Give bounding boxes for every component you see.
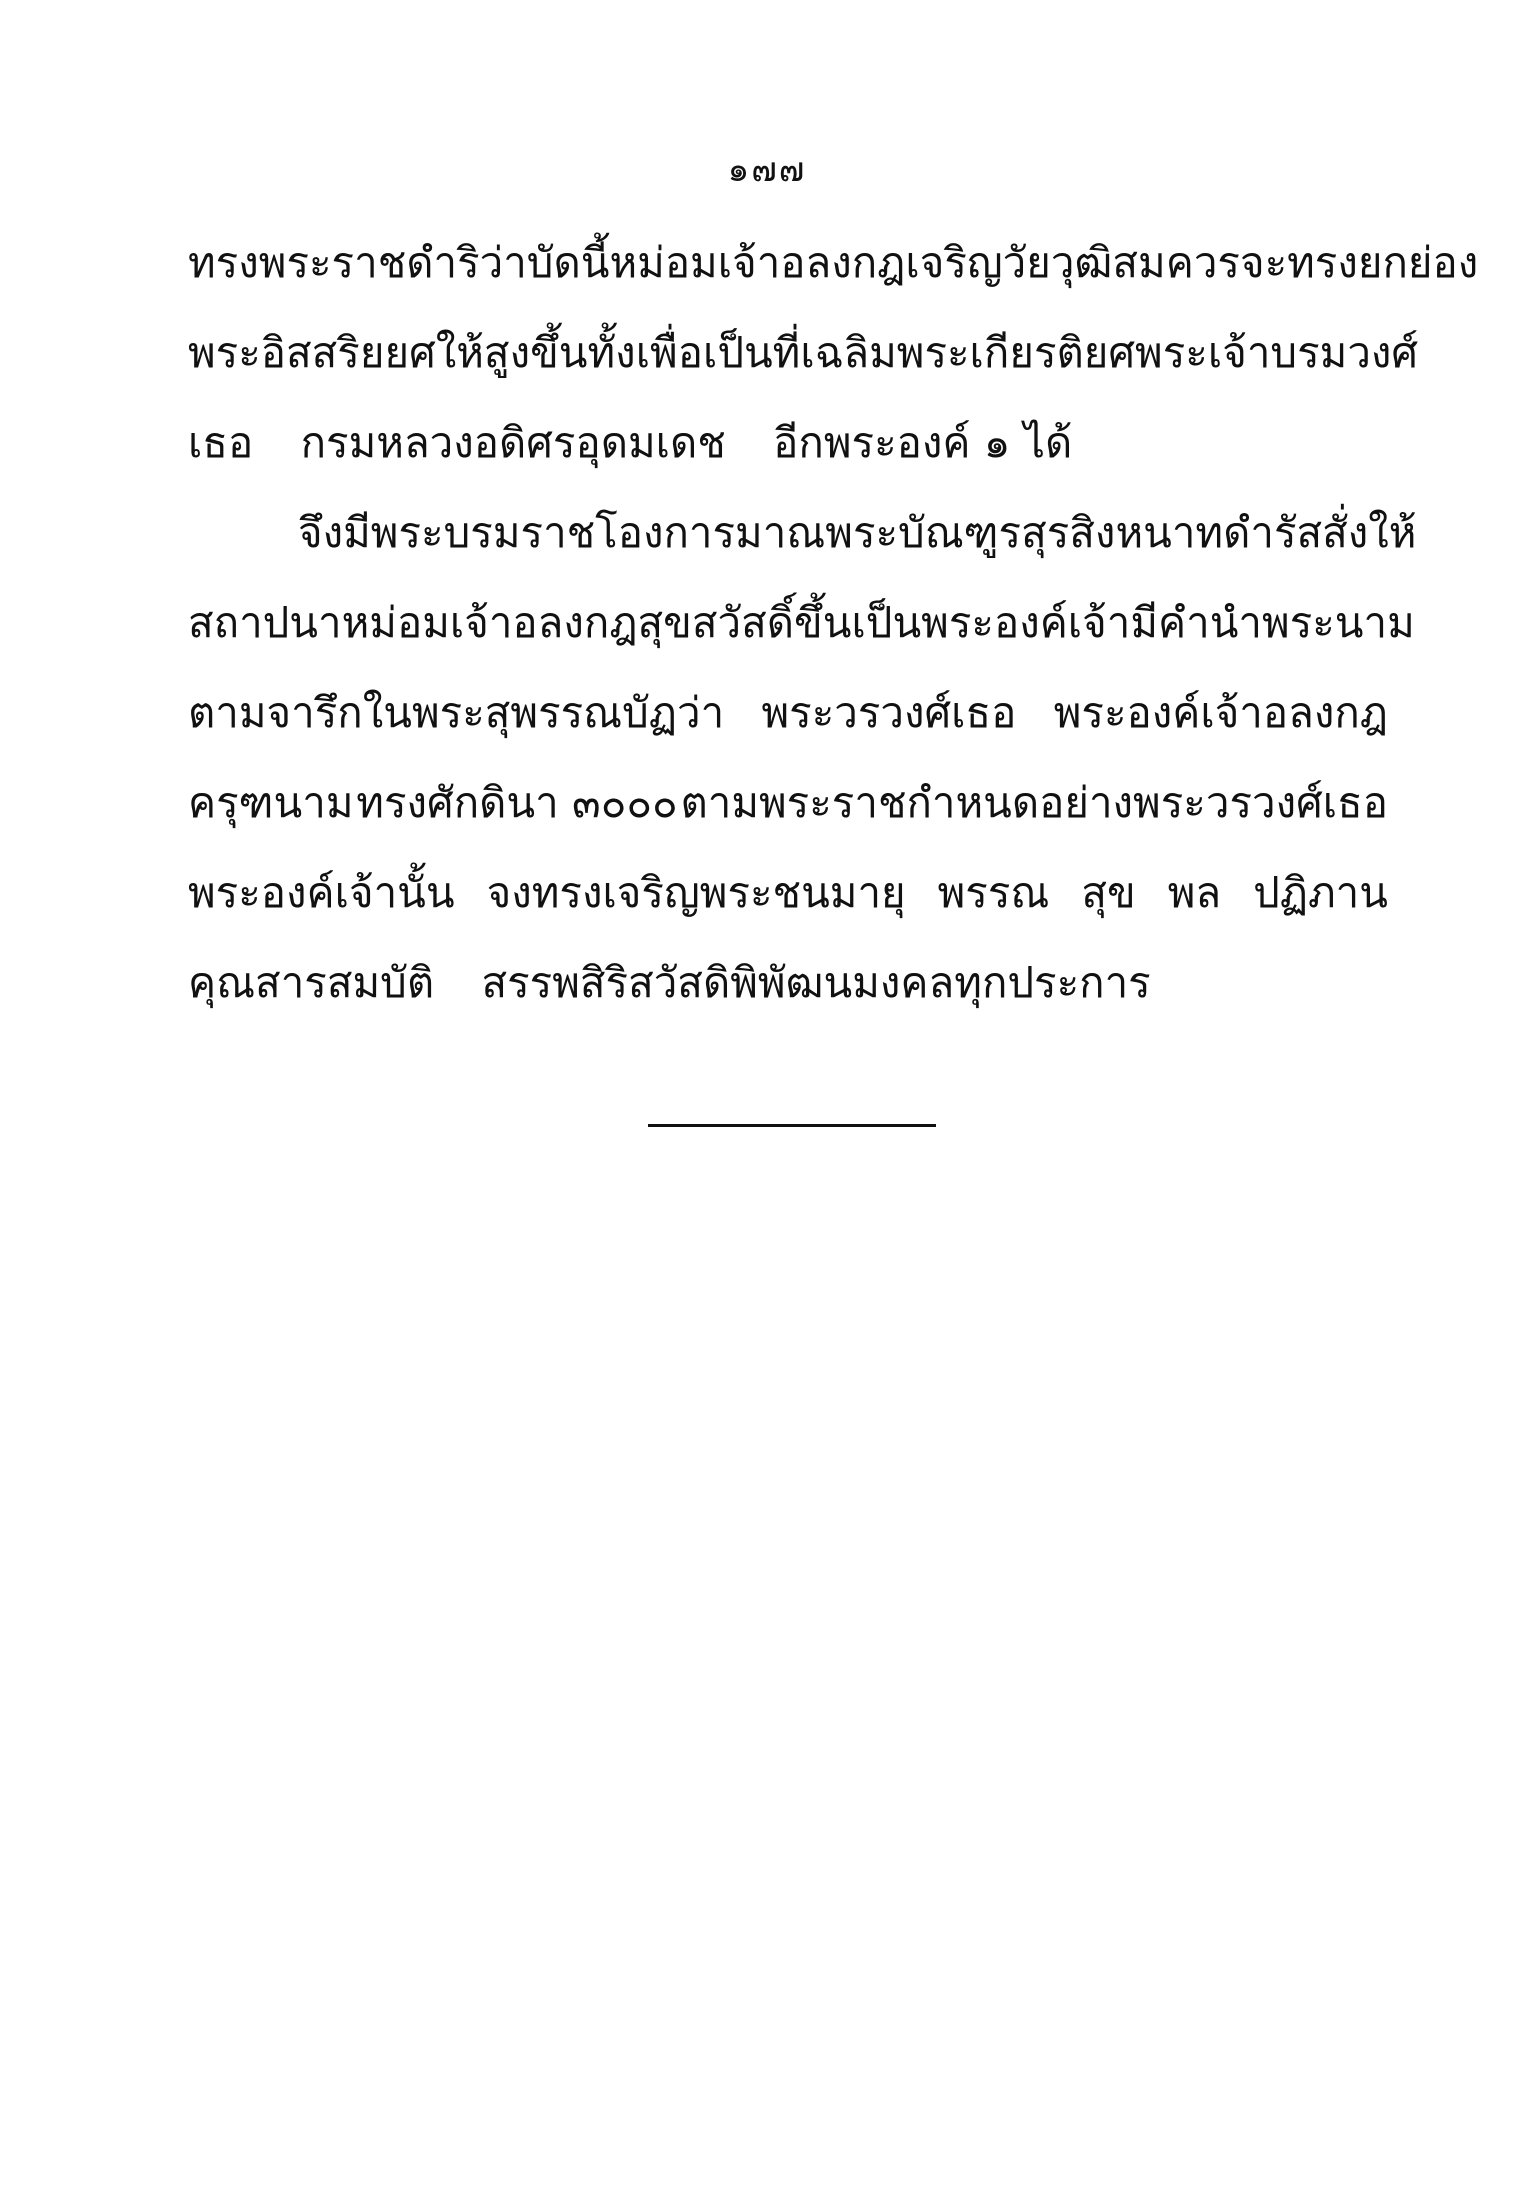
text-segment: บัดนี้หม่อมเจ้าอลงกฎเจริญวัยวุฒิสมควรจะทรงยกย่อง [526, 238, 1479, 287]
page-number: ๑๗๗ [727, 150, 807, 190]
text-segment: พระองค์เจ้าอลงกฎ [1053, 688, 1388, 737]
text-segment: คุณสารสมบัติ [188, 958, 435, 1007]
text-segment: ตามพระราชกำหนดอย่างพระวรวงศ์เธอ [680, 778, 1388, 827]
text-line-3 [188, 398, 1388, 488]
text-segment: จงทรงเจริญพระชนมายุ [486, 868, 906, 917]
text-line-9 [188, 938, 1388, 1028]
body-text [188, 218, 1479, 1028]
text-segment: สุขสวัสดิ์ [637, 598, 795, 647]
text-segment: ทรงศักดินา ๓๐๐๐ [356, 778, 678, 827]
text-line-1 [188, 218, 1479, 308]
text-segment: พระองค์เจ้านั้น [188, 868, 455, 917]
text-segment: ขึ้นเป็นพระองค์เจ้า [794, 598, 1131, 647]
text-line-2 [188, 308, 1419, 398]
text-segment: มีคำนำพระนาม [1130, 598, 1415, 647]
text-line-7 [188, 758, 1388, 848]
text-segment: พล [1167, 868, 1222, 917]
section-divider [648, 1124, 936, 1127]
text-line-8 [188, 848, 1388, 938]
text-segment: ทรงพระราชดำริว่า [188, 238, 527, 287]
text-segment: กรมหลวงอดิศรอุดมเดช [300, 418, 726, 467]
text-segment: สุข [1081, 868, 1136, 917]
text-segment: พรรณ [937, 868, 1050, 917]
text-segment: จึงมีพระบรมราชโองการมาณพระบัณฑูรสุรสิงหนาทดำรัสสั่งให้ [298, 508, 1417, 557]
text-line-6 [188, 668, 1388, 758]
text-segment: ครุฑนาม [188, 778, 354, 827]
text-segment: สรรพสิริสวัสดิพิพัฒนมงคลทุกประการ [481, 958, 1151, 1007]
text-segment: เธอ [188, 418, 254, 467]
text-segment: สถาปนาหม่อมเจ้าอลงกฎ [188, 598, 638, 647]
text-segment: พระวรวงศ์เธอ [761, 688, 1017, 737]
text-line-4 [188, 488, 1417, 578]
text-segment: อีกพระองค์ ๑ ได้ [773, 418, 1073, 467]
text-line-5 [188, 578, 1415, 668]
text-segment: พระอิสสริยยศให้สูงขึ้น [188, 328, 588, 377]
text-segment: ปฏิภาน [1253, 868, 1388, 917]
text-segment: ทั้งเพื่อเป็นที่เฉลิมพระเกียรติยศพระเจ้าบรมวงศ์ [587, 328, 1419, 377]
text-segment: ตามจารึกในพระสุพรรณบัฏว่า [188, 688, 725, 737]
